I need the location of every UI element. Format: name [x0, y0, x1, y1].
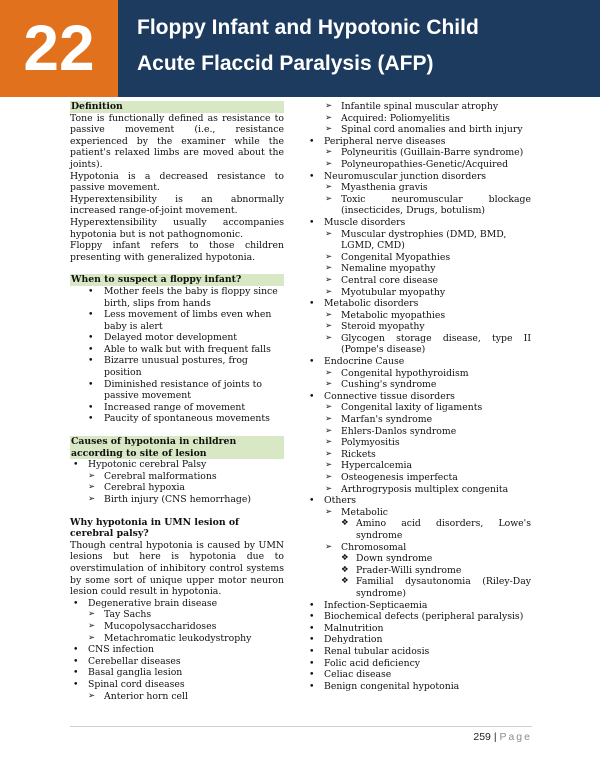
- list-subitem: ➢ Congenital hypothyroidism: [306, 368, 531, 380]
- list-subitem: ➢ Cushing's syndrome: [306, 379, 531, 391]
- list-item: • Delayed motor development: [70, 332, 284, 344]
- list-item: • Neuromuscular junction disorders: [306, 171, 531, 183]
- list-subitem: ➢ Marfan's syndrome: [306, 414, 531, 426]
- causes-heading: Causes of hypotonia in children according to site of lesion: [70, 436, 284, 459]
- list-subsubitem: ❖ Down syndrome: [306, 553, 531, 565]
- list-subitem: ➢ Acquired: Poliomyelitis: [306, 113, 531, 125]
- list-subitem: ➢ Rickets: [306, 449, 531, 461]
- list-subitem: ➢ Polyneuritis (Guillain-Barre syndrome): [306, 147, 531, 159]
- list-subitem: ➢ Myotubular myopathy: [306, 287, 531, 299]
- list-subitem: ➢ Steroid myopathy: [306, 321, 531, 333]
- list-item: • Hypotonic cerebral Palsy: [70, 459, 284, 471]
- list-item: • Degenerative brain disease: [70, 598, 284, 610]
- list-subitem: ➢ Congenital laxity of ligaments: [306, 402, 531, 414]
- list-subitem: ➢ Myasthenia gravis: [306, 182, 531, 194]
- list-item: • Endocrine Cause: [306, 356, 531, 368]
- list-subitem: ➢ Polymyositis: [306, 437, 531, 449]
- left-column: [70, 101, 284, 702]
- list-item: • Bizarre unusual postures, frog position: [70, 355, 284, 378]
- list-item: • Folic acid deficiency: [306, 658, 531, 670]
- definition-paragraph: Hyperextensibility is an abnormally increased range-of-joint movement.: [70, 193, 284, 217]
- list-item: • Peripheral nerve diseases: [306, 136, 531, 148]
- list-item: • Increased range of movement: [70, 402, 284, 414]
- umn-list: [70, 598, 284, 702]
- list-item: • Connective tissue disorders: [306, 391, 531, 403]
- page-separator: |: [493, 731, 497, 743]
- list-subitem: ➢ Infantile spinal muscular atrophy: [306, 101, 531, 113]
- page-footer: [441, 731, 532, 743]
- list-subitem: ➢ Anterior horn cell: [70, 691, 284, 703]
- list-item: • Benign congenital hypotonia: [306, 681, 531, 693]
- list-item: • Metabolic disorders: [306, 298, 531, 310]
- list-subsubitem: ❖ Prader-Willi syndrome: [306, 565, 531, 577]
- list-item: • Spinal cord diseases: [70, 679, 284, 691]
- list-item: • Renal tubular acidosis: [306, 646, 531, 658]
- suspect-heading: When to suspect a floppy infant?: [70, 274, 284, 286]
- list-subitem: ➢ Cerebral malformations: [70, 471, 284, 483]
- list-subitem: ➢ Metabolic myopathies: [306, 310, 531, 322]
- list-subitem: ➢ Birth injury (CNS hemorrhage): [70, 494, 284, 506]
- page-number: 259: [473, 731, 491, 743]
- list-subitem: ➢ Tay Sachs: [70, 609, 284, 621]
- list-item: • Mother feels the baby is floppy since birth, slips from hands: [70, 286, 284, 309]
- list-item: • CNS infection: [70, 644, 284, 656]
- list-item: • Paucity of spontaneous movements: [70, 413, 284, 425]
- list-subitem: ➢ Polyneuropathies-Genetic/Acquired: [306, 159, 531, 171]
- list-subitem: ➢ Metachromatic leukodystrophy: [70, 633, 284, 645]
- chapter-number: 22: [0, 0, 118, 97]
- list-subitem: ➢ Spinal cord anomalies and birth injury: [306, 124, 531, 136]
- list-subitem: ➢ Ehlers-Danlos syndrome: [306, 426, 531, 438]
- definition-paragraph: Floppy infant refers to those children presenting with generalized hypotonia.: [70, 240, 284, 263]
- list-subsubitem: ❖ Familial dysautonomia (Riley-Day syndrome): [306, 576, 531, 599]
- chapter-title-line2: Acute Flaccid Paralysis (AFP): [137, 52, 434, 75]
- definition-heading: Definition: [70, 101, 284, 113]
- list-item: • Able to walk but with frequent falls: [70, 344, 284, 356]
- suspect-list: [70, 286, 284, 425]
- list-item: • Biochemical defects (peripheral paralysis): [306, 611, 531, 623]
- list-item: • Celiac disease: [306, 669, 531, 681]
- causes-list: [70, 459, 284, 505]
- list-item: • Muscle disorders: [306, 217, 531, 229]
- list-subsubitem: ❖ Amino acid disorders, Lowe's syndrome: [306, 518, 531, 541]
- chapter-title-line1: Floppy Infant and Hypotonic Child: [137, 16, 479, 39]
- list-subitem: ➢ Mucopolysaccharidoses: [70, 621, 284, 633]
- list-subitem: ➢ Hypercalcemia: [306, 460, 531, 472]
- list-item: • Infection-Septicaemia: [306, 600, 531, 612]
- list-item: • Less movement of limbs even when baby is alert: [70, 309, 284, 332]
- footer-divider: [70, 726, 532, 727]
- list-item: • Malnutrition: [306, 623, 531, 635]
- list-subitem: ➢ Glycogen storage disease, type II (Pompe's disease): [306, 333, 531, 356]
- list-item: • Basal ganglia lesion: [70, 667, 284, 679]
- list-item: • Diminished resistance of joints to passive movement: [70, 379, 284, 402]
- umn-heading: Why hypotonia in UMN lesion of cerebral palsy?: [70, 516, 240, 540]
- list-subitem: ➢ Arthrogryposis multiplex congenita: [306, 484, 531, 496]
- list-subitem: ➢ Nemaline myopathy: [306, 263, 531, 275]
- list-subitem: ➢ Central core disease: [306, 275, 531, 287]
- list-item: • Cerebellar diseases: [70, 656, 284, 668]
- chapter-header: [0, 0, 600, 97]
- list-subitem: ➢ Metabolic: [306, 507, 531, 519]
- list-subitem: ➢ Muscular dystrophies (DMD, BMD, LGMD, CMD): [306, 229, 531, 252]
- definition-paragraph: Hyperextensibility usually accompanies hypotonia but is not pathognomonic.: [70, 216, 284, 240]
- list-item: • Others: [306, 495, 531, 507]
- right-list: [306, 101, 531, 692]
- list-subitem: ➢ Toxic neuromuscular blockage (insecticides, Drugs, botulism): [306, 194, 531, 217]
- right-column: [306, 101, 531, 692]
- list-item: • Dehydration: [306, 634, 531, 646]
- list-subitem: ➢ Osteogenesis imperfecta: [306, 472, 531, 484]
- umn-paragraph: Though central hypotonia is caused by UMN lesions but here is hypotonia due to overstimulation of inhibitory control systems by some sort of unique upper motor neuron lesion could result in hypotonia.: [70, 539, 284, 598]
- list-subitem: ➢ Cerebral hypoxia: [70, 482, 284, 494]
- definition-paragraph: Hypotonia is a decreased resistance to passive movement.: [70, 170, 284, 194]
- definition-paragraph: Tone is functionally defined as resistance to passive movement (i.e., resistance experienced by the examiner while the patient's relaxed limbs are moved about the joints).: [70, 112, 284, 170]
- list-subitem: ➢ Congenital Myopathies: [306, 252, 531, 264]
- list-subitem: ➢ Chromosomal: [306, 542, 531, 554]
- page-word: Page: [499, 731, 532, 743]
